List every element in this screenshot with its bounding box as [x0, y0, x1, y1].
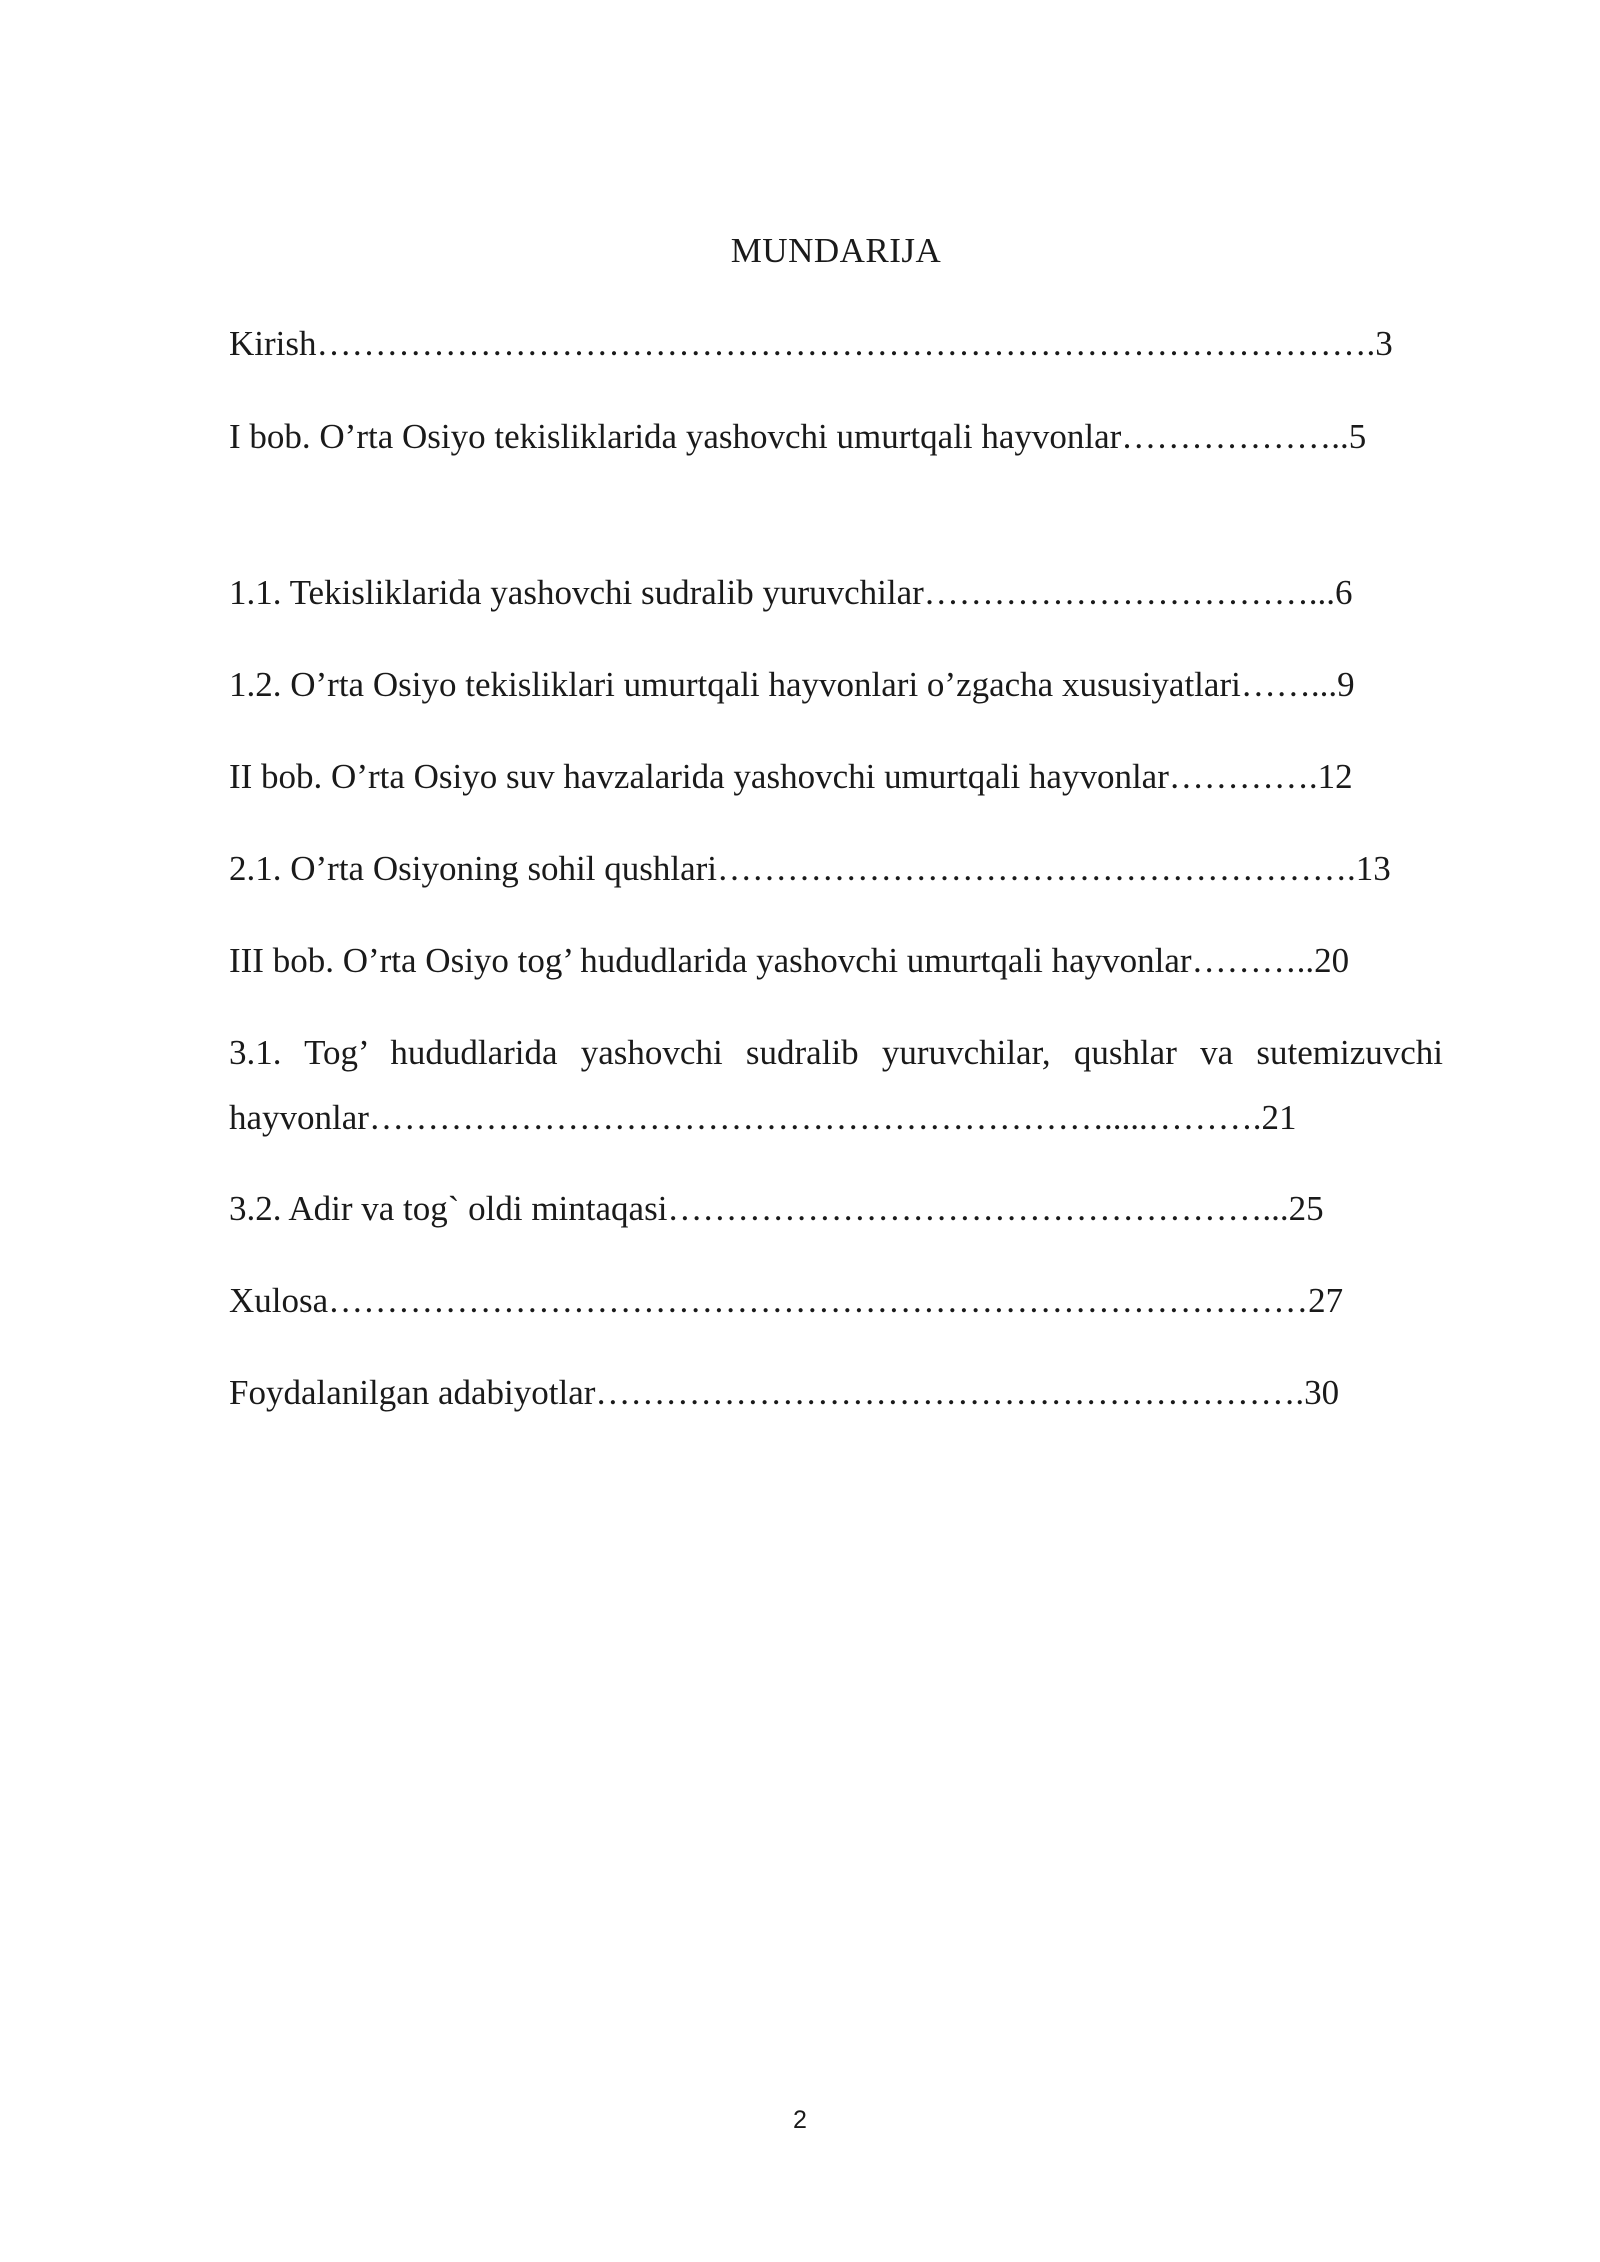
toc-entry-section-1-2[interactable]: 1.2. O’rta Osiyo tekisliklari umurtqali hayvonlari o’zgacha xususiyatlari……...9	[229, 665, 1355, 704]
toc-entry-chapter-3[interactable]: III bob. O’rta Osiyo tog’ hududlarida yashovchi umurtqali hayvonlar………..20	[229, 941, 1350, 980]
toc-entry-section-3-1[interactable]: 3.1. Tog’ hududlarida yashovchi sudralib yuruvchilar, qushlar va sutemizuvchi hayvonlar……………………………………………………….....……….21	[229, 1033, 1443, 1137]
page-number: 2	[793, 2106, 807, 2134]
toc-entry-adabiyotlar[interactable]: Foydalanilgan adabiyotlar…………………………………………………….30	[229, 1373, 1340, 1412]
toc-entry-section-3-2[interactable]: 3.2. Adir va tog` oldi mintaqasi……………………………………………...25	[229, 1189, 1324, 1228]
toc-entry-xulosa[interactable]: Xulosa…………………………………………………………………………27	[229, 1281, 1344, 1320]
toc-entry-chapter-2[interactable]: II bob. O’rta Osiyo suv havzalarida yashovchi umurtqali hayvonlar………….12	[229, 757, 1353, 796]
toc-entry-section-2-1[interactable]: 2.1. O’rta Osiyoning sohil qushlari……………………………………………….13	[229, 849, 1391, 888]
toc-entry-chapter-1[interactable]: I bob. O’rta Osiyo tekisliklarida yashovchi umurtqali hayvonlar………………..5	[229, 417, 1367, 456]
toc-entry-kirish[interactable]: Kirish……………………………………………………………………………….3	[229, 324, 1393, 363]
toc-entry-section-1-1[interactable]: 1.1. Tekisliklarida yashovchi sudralib yuruvchilar……………………………...6	[229, 573, 1353, 612]
page-title: MUNDARIJA	[730, 231, 942, 270]
